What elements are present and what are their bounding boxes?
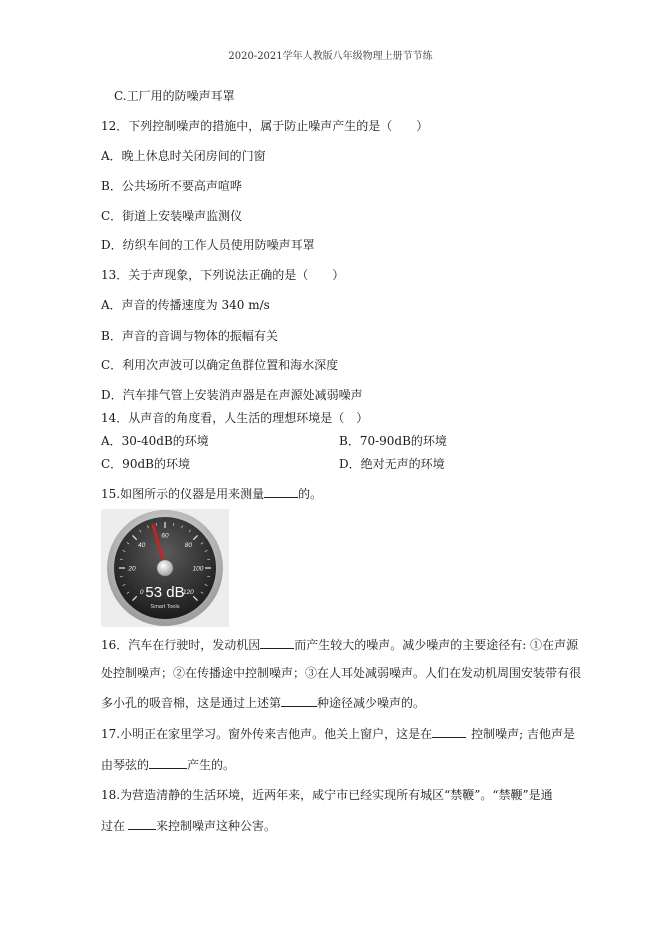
q13-stem: 13．关于声现象，下列说法正确的是（ ） (101, 268, 345, 282)
q16-l1-after: 而产生较大的噪声。减少噪声的主要途径有: ①在声源 (294, 638, 579, 652)
q18-line-2 (101, 817, 276, 834)
q16-answer-blank-1[interactable] (260, 636, 294, 649)
q14-option-a: A．30-40dB的环境 (101, 434, 209, 448)
q11-option-c: C.工厂用的防噪声耳罩 (114, 89, 235, 103)
q17-l1-before: 17.小明正在家里学习。窗外传来吉他声。他关上窗户，这是在 (101, 727, 433, 741)
gauge-reading: 53 dB (145, 584, 185, 601)
q12-option-a: A．晚上休息时关闭房间的门窗 (101, 149, 266, 163)
q15-stem-before: 15.如图所示的仪器是用来测量 (101, 487, 265, 501)
gauge-brand: Smart Tools (150, 604, 180, 610)
q16-l3-after: 种途径减少噪声的。 (317, 696, 426, 710)
gauge-tick-label: 120 (182, 588, 194, 596)
q17-answer-blank-2[interactable] (149, 756, 187, 769)
q18-l2-after: 来控制噪声这种公害。 (156, 819, 277, 833)
gauge-tick-label: 20 (128, 565, 136, 573)
q15-answer-blank[interactable] (264, 485, 298, 498)
q14-option-c: C．90dB的环境 (101, 457, 190, 471)
q12-option-d: D．纺织车间的工作人员使用防噪声耳罩 (101, 238, 315, 252)
q17-line-1 (101, 725, 575, 742)
q16-line-3 (101, 694, 425, 711)
q13-option-d: D．汽车排气管上安装消声器是在声源处减弱噪声 (101, 388, 363, 402)
gauge-tick-label: 0 (139, 588, 144, 596)
q15-stem (101, 485, 322, 502)
q16-answer-blank-2[interactable] (281, 694, 317, 707)
q14-option-d: D．绝对无声的环境 (339, 457, 445, 471)
q16-l1-before: 16．汽车在行驶时，发动机因 (101, 638, 261, 652)
q17-line-2 (101, 756, 235, 773)
q12-option-c: C．街道上安装噪声监测仪 (101, 209, 243, 223)
q17-l2-before: 由琴弦的 (101, 758, 150, 772)
q13-option-c: C．利用次声波可以确定鱼群位置和海水深度 (101, 358, 339, 372)
q18-line-1: 18.为营造清静的生活环境，近两年来，咸宁市已经实现所有城区“禁鞭”。“禁鞭”是通 (101, 788, 553, 802)
gauge-tick-label: 40 (138, 542, 146, 550)
q12-option-b: B．公共场所不要高声喧哗 (101, 179, 242, 193)
q18-answer-blank[interactable] (128, 817, 156, 830)
q13-option-a: A．声音的传播速度为 340 m/s (101, 298, 270, 312)
q15-stem-after: 的。 (298, 487, 323, 501)
q16-line-1 (101, 636, 578, 653)
q17-answer-blank-1[interactable] (432, 725, 466, 738)
q13-option-b: B．声音的音调与物体的振幅有关 (101, 329, 278, 343)
gauge-hub (157, 560, 173, 576)
q16-line-2: 处控制噪声；②在传播途中控制噪声；③在人耳处减弱噪声。人们在发动机周围安装带有很 (101, 666, 582, 680)
q17-l2-after: 产生的。 (187, 758, 236, 772)
q18-l2-before: 过在 (101, 819, 126, 833)
q17-l1-after: 控制噪声; 吉他声是 (471, 727, 575, 741)
sound-level-meter-image (101, 509, 229, 627)
q12-stem: 12．下列控制噪声的措施中，属于防止噪声产生的是（ ） (101, 119, 429, 133)
q14-option-b: B．70-90dB的环境 (339, 434, 447, 448)
page-header: 2020-2021学年人教版八年级物理上册节节练 (228, 51, 433, 62)
gauge-tick-label: 80 (184, 542, 192, 550)
gauge-tick-label: 60 (161, 532, 169, 540)
gauge-tick-label: 100 (192, 565, 204, 573)
q16-l3-before: 多小孔的吸音棉，这是通过上述第 (101, 696, 282, 710)
q14-stem: 14．从声音的角度看，人生活的理想环境是（ ） (101, 411, 369, 425)
